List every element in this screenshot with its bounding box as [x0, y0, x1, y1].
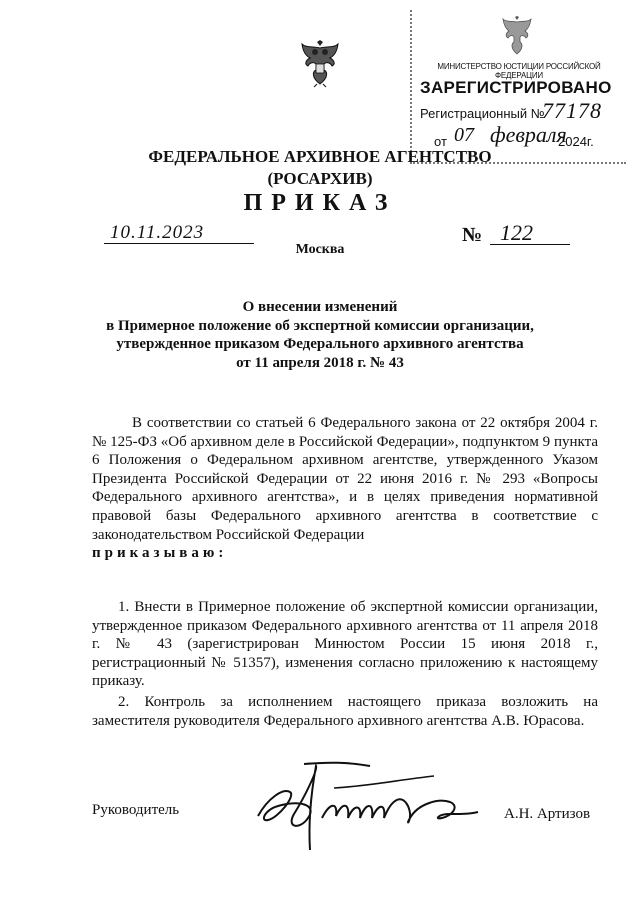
subject-line: в Примерное положение об экспертной комиссии организации,	[106, 317, 534, 334]
stamp-coat-of-arms-icon	[500, 16, 534, 58]
order-number: 122	[500, 220, 533, 245]
order-item-1: 1. Внести в Примерное положение об экспертной комиссии организации, утвержденное приказом Федерального архивного агентства от 11 апреля 2018 г. № 43 (зарегистрирован Минюстом России 15 июня 2018 г., регистрационный № 51357), изменения согласно приложению к настоящему приказу.	[92, 599, 598, 690]
handwritten-signature	[238, 758, 500, 854]
order-date: 10.11.2023	[110, 222, 205, 243]
document-type: ПРИКАЗ	[243, 190, 397, 216]
order-item-2: 2. Контроль за исполнением настоящего приказа возложить на заместителя руководителя Федерального архивного агентства А.В. Юрасова.	[92, 693, 598, 729]
stamp-date-day: 07	[454, 124, 474, 146]
agency-name	[0, 146, 640, 190]
city: Москва	[295, 242, 345, 257]
stamp-reg-number-label: Регистрационный №	[420, 106, 545, 121]
number-underline	[490, 244, 570, 245]
subject-line: О внесении изменений	[242, 299, 398, 315]
agency-short-name: (РОСАРХИВ)	[267, 169, 373, 188]
signer-name: А.Н. Артизов	[504, 806, 591, 822]
decree-word: приказываю:	[92, 545, 228, 562]
agency-full-name: ФЕДЕРАЛЬНОЕ АРХИВНОЕ АГЕНТСТВО	[148, 147, 492, 166]
subject-line: утвержденное приказом Федерального архивного агентства	[116, 336, 524, 352]
preamble	[92, 414, 598, 563]
number-label: №	[462, 224, 483, 246]
subject-line: от 11 апреля 2018 г. № 43	[236, 354, 404, 371]
stamp-date-prefix: от	[434, 134, 447, 149]
preamble-text: В соответствии со статьей 6 Федерального закона от 22 октября 2004 г. № 125-ФЗ «Об архивном деле в Российской Федерации», подпунктом 9 пункта 6 Положения о Федеральном архивном агентстве, утвержденного Указом Президента Российской Федерации от 22 июня 2016 г. № 293 «Вопросы Федерального архивного агентства», и в целях приведения нормативной правовой базы Федерального архивного агентства в соответствие с законодательством Российской Федерации	[92, 415, 598, 543]
stamp-date-month: февраля	[490, 122, 567, 147]
coat-of-arms-icon	[298, 40, 342, 88]
order-subject	[80, 298, 560, 372]
registration-stamp	[410, 10, 626, 164]
stamp-reg-number: 77178	[542, 98, 602, 123]
stamp-registered: ЗАРЕГИСТРИРОВАНО	[420, 78, 612, 97]
order-items	[92, 598, 598, 730]
stamp-ministry: МИНИСТЕРСТВО ЮСТИЦИИ РОССИЙСКОЙ ФЕДЕРАЦИИ	[437, 62, 601, 80]
stamp-date-year: 2024г.	[558, 134, 594, 149]
signer-title: Руководитель	[92, 802, 180, 818]
